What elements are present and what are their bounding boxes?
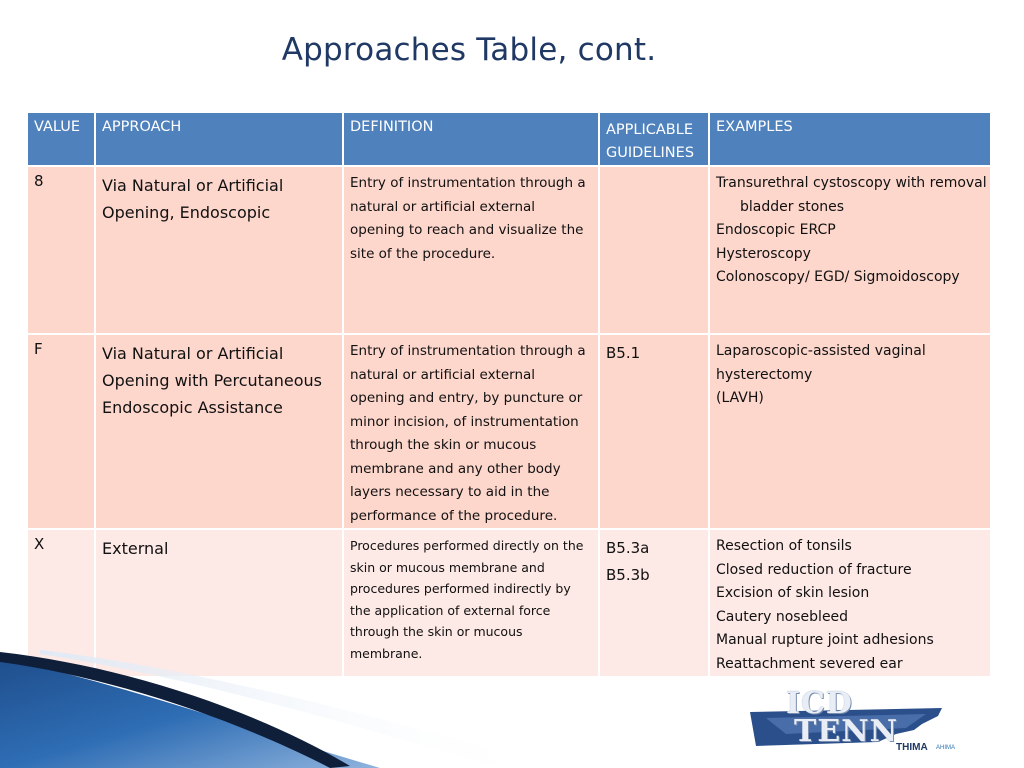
definition-line: through the skin or mucous [350, 624, 523, 639]
definition-line: membrane. [350, 645, 423, 661]
definition-line: skin or mucous membrane and [350, 559, 545, 575]
definition-line: Procedures performed directly on the [350, 538, 584, 553]
value-cell: F [27, 334, 95, 529]
example-item: Endoscopic ERCP [716, 222, 836, 238]
logo-icd-text: ICD [786, 686, 853, 721]
example-item: hysterectomy [716, 366, 813, 383]
value-cell: X [27, 529, 95, 677]
value-cell: 8 [27, 166, 95, 334]
approach-line: Opening with Percutaneous [102, 371, 323, 390]
slide-title: Approaches Table, cont. [281, 32, 657, 68]
definition-line: site of the procedure. [350, 245, 496, 262]
approach-line: External [102, 539, 169, 558]
definition-line: Entry of instrumentation through a [350, 175, 586, 191]
example-item: Colonoscopy/ EGD/ Sigmoidoscopy [716, 269, 960, 285]
example-item: (LAVH) [716, 390, 764, 406]
approach-line: Via Natural or Artificial [102, 176, 284, 195]
definition-line: opening and entry, by puncture or [350, 390, 583, 406]
example-item: Excision of skin lesion [716, 585, 870, 601]
approach-line: Opening, Endoscopic [102, 203, 271, 222]
example-item: Laparoscopic-assisted vaginal [716, 343, 926, 359]
guidelines-cell [599, 334, 709, 529]
header-applicable-guidelines [599, 112, 709, 166]
example-item: bladder stones [740, 198, 845, 215]
definition-line: minor incision, of instrumentation [350, 413, 579, 430]
approach-cell [95, 334, 343, 529]
logo-tenn-text: TENN [794, 714, 899, 749]
guideline-ref: B5.1 [606, 344, 641, 362]
header-examples: EXAMPLES [709, 112, 991, 166]
logo-thima-text: THIMA [896, 742, 928, 753]
header-guidelines-line-2: GUIDELINES [606, 145, 695, 161]
definition-line: performance of the procedure. [350, 507, 558, 524]
header-definition: DEFINITION [343, 112, 599, 166]
definition-line: natural or artificial external [350, 198, 536, 215]
guideline-ref: B5.3a [606, 539, 650, 557]
examples-cell [709, 166, 991, 334]
icd-tenn-logo [746, 686, 970, 758]
definition-line: Entry of instrumentation through a [350, 343, 586, 359]
header-approach: APPROACH [95, 112, 343, 166]
definition-line: natural or artificial external [350, 366, 536, 383]
definition-cell [343, 334, 599, 529]
example-item: Manual rupture joint adhesions [716, 632, 934, 648]
table-row [27, 334, 991, 529]
example-item: Cautery nosebleed [716, 608, 849, 625]
example-item: Transurethral cystoscopy with removal [716, 175, 987, 191]
example-item: Reattachment severed ear [716, 655, 903, 672]
table-header-row [27, 112, 991, 166]
guideline-ref: B5.3b [606, 566, 650, 584]
examples-cell [709, 334, 991, 529]
example-item: Resection of tonsils [716, 538, 852, 554]
definition-line: membrane and any other body [350, 460, 561, 477]
header-value: VALUE [27, 112, 95, 166]
table-row [27, 166, 991, 334]
definition-cell [343, 166, 599, 334]
logo-ahima-text: AHIMA [936, 745, 956, 751]
definition-line: the application of external force [350, 602, 551, 618]
approach-line: Via Natural or Artificial [102, 344, 284, 363]
approach-cell [95, 166, 343, 334]
definition-line: opening to reach and visualize the [350, 222, 584, 238]
approaches-table [26, 111, 992, 678]
guidelines-cell [599, 166, 709, 334]
example-item: Closed reduction of fracture [716, 561, 912, 578]
example-item: Hysteroscopy [716, 245, 811, 262]
definition-line: through the skin or mucous [350, 437, 537, 453]
definition-line: layers necessary to aid in the [350, 484, 550, 500]
definition-line: procedures performed indirectly by [350, 581, 571, 596]
approach-line: Endoscopic Assistance [102, 398, 283, 417]
header-guidelines-line-1: APPLICABLE [606, 122, 693, 138]
